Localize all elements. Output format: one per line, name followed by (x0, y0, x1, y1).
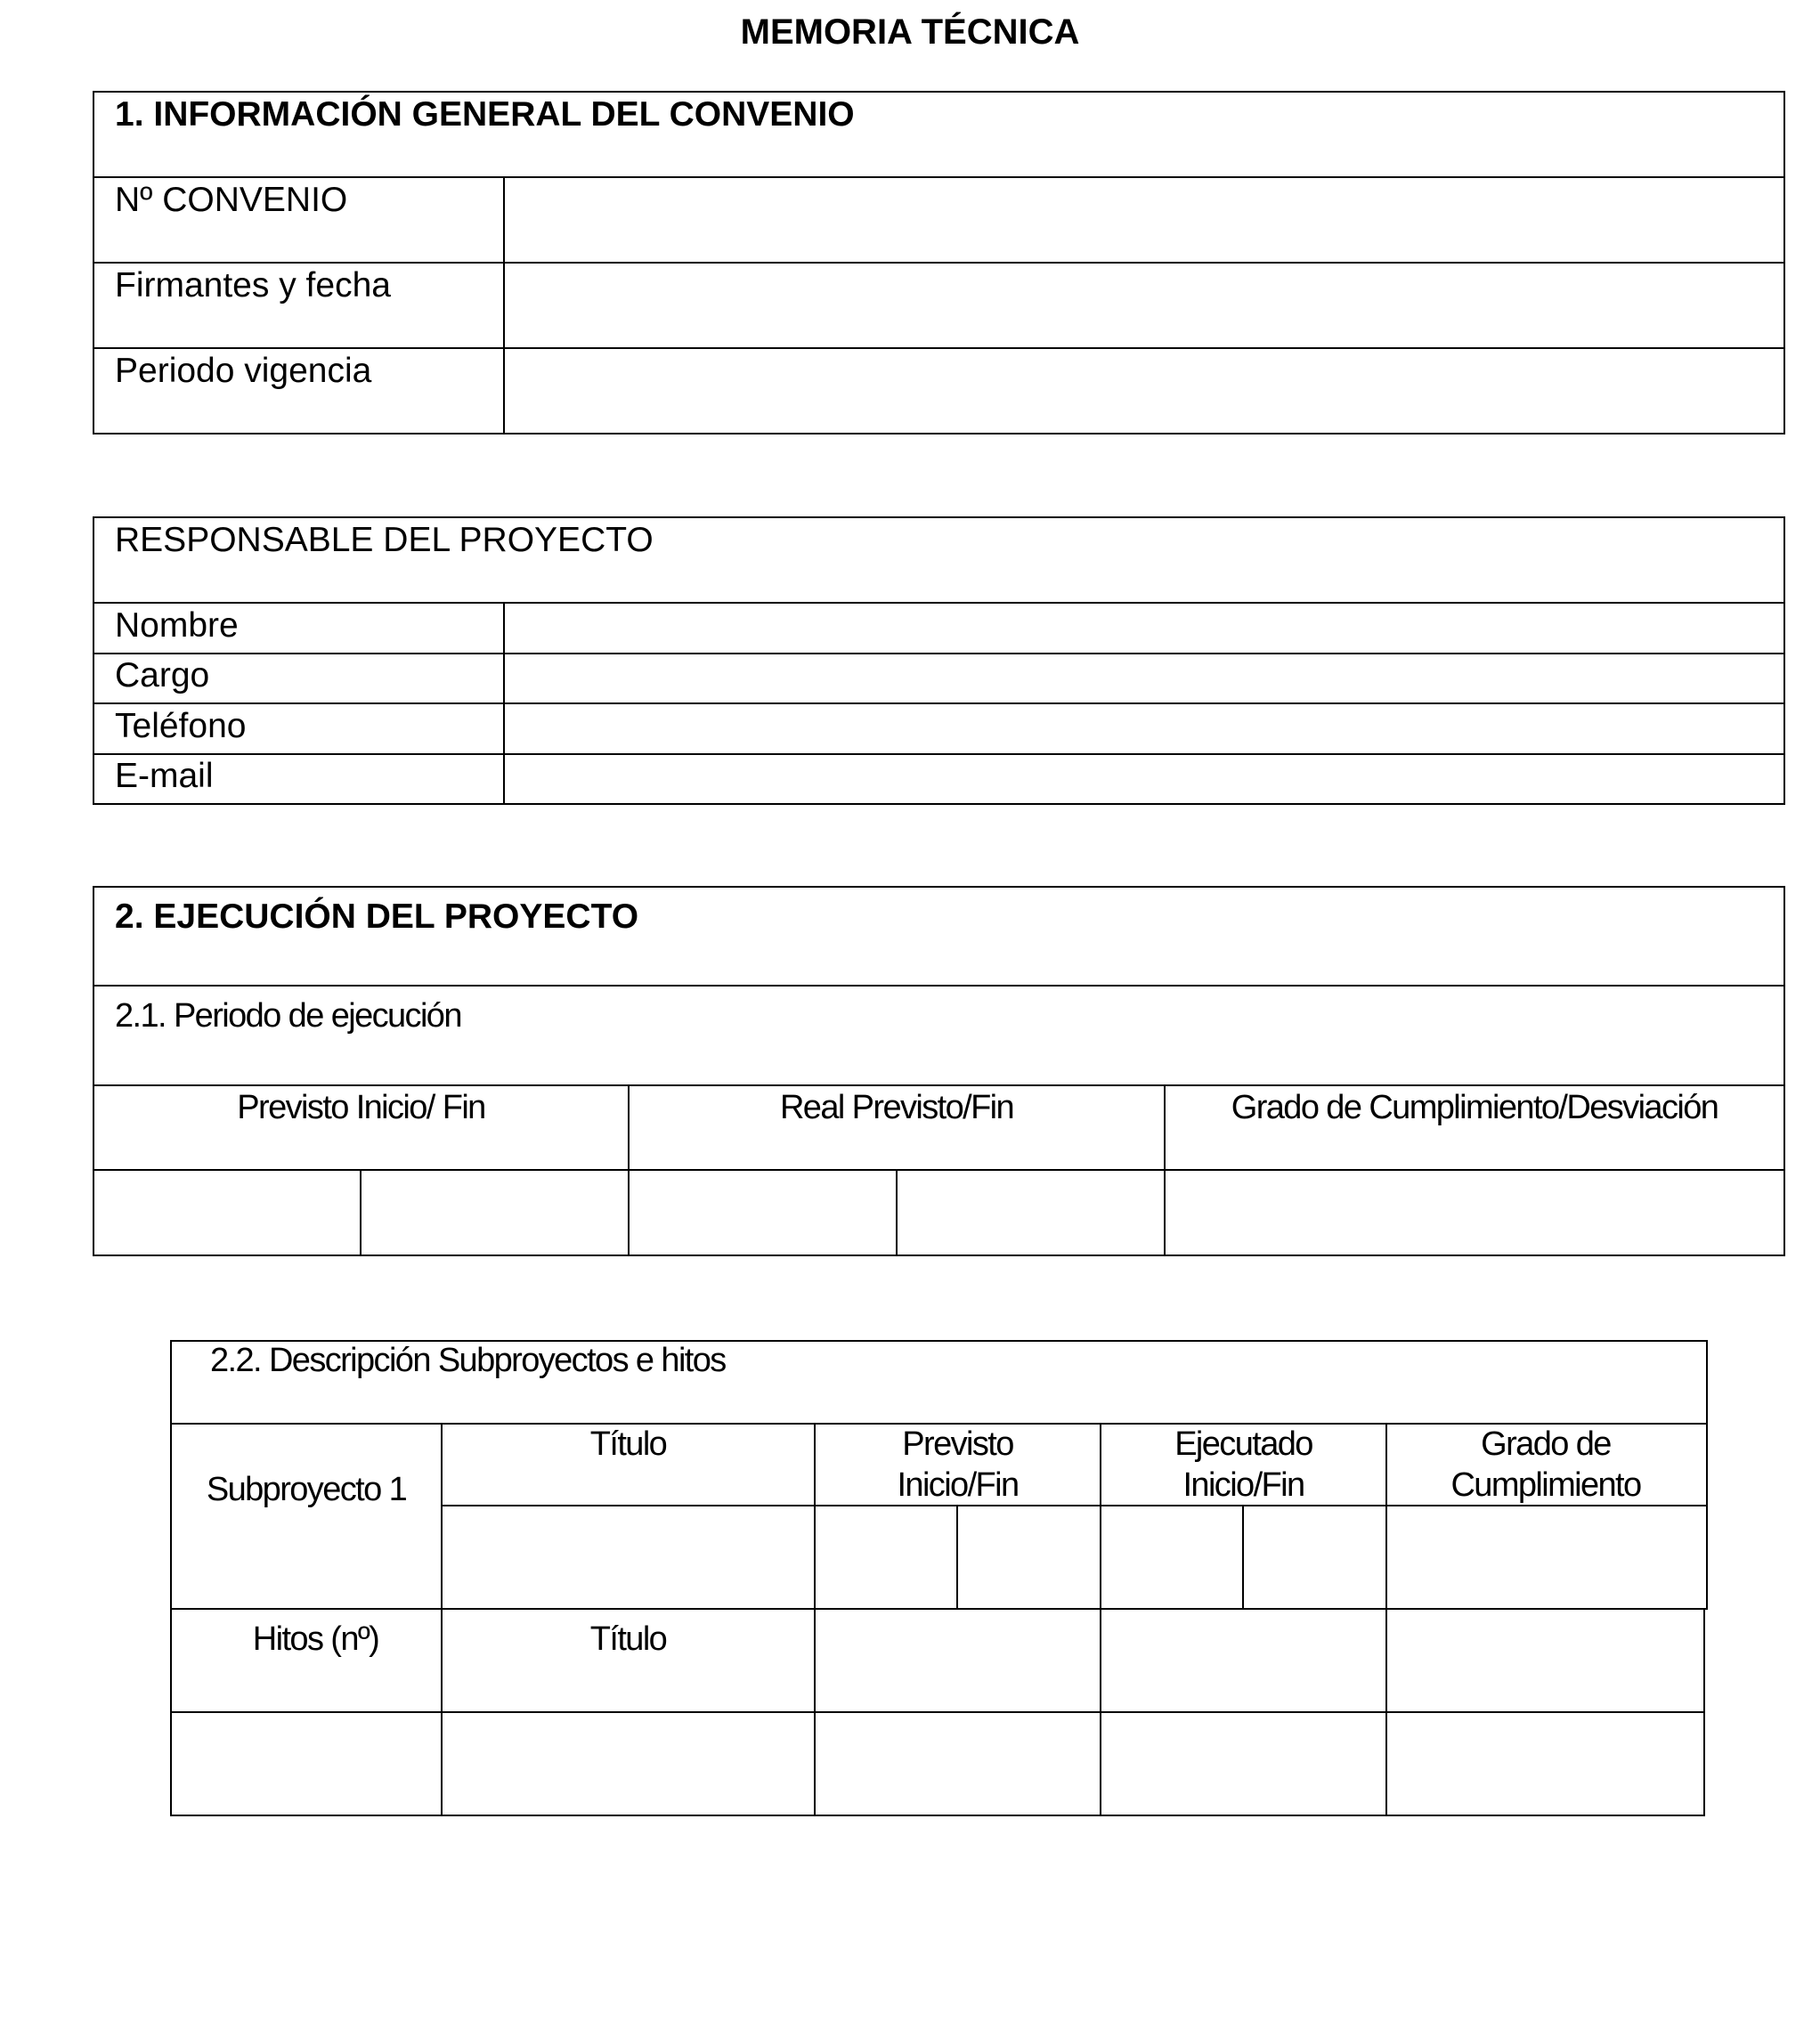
previsto-fin-field[interactable] (362, 1172, 628, 1254)
telefono-label: Teléfono (115, 707, 247, 745)
subproyecto-ejecutado-fin-field[interactable] (1245, 1507, 1385, 1607)
grado-cumplimiento-field[interactable] (1166, 1172, 1783, 1254)
subproyecto-label: Subproyecto 1 (206, 1471, 407, 1508)
email-label: E-mail (115, 757, 214, 795)
hitos-ejecutado-cell[interactable] (1102, 1611, 1385, 1710)
email-field[interactable] (506, 756, 1783, 802)
hitos-grado-cell[interactable] (1388, 1611, 1702, 1710)
section1-heading: 1. INFORMACIÓN GENERAL DEL CONVENIO (115, 95, 855, 134)
firmantes-label: Firmantes y fecha (115, 266, 391, 304)
section2-heading: 2. EJECUCIÓN DEL PROYECTO (115, 897, 639, 936)
hitos-previsto-cell[interactable] (817, 1611, 1100, 1710)
ejecutado-header-line1: Ejecutado (1174, 1425, 1312, 1463)
hito-grado-field[interactable] (1388, 1714, 1702, 1814)
previsto-header-line1: Previsto (902, 1425, 1013, 1463)
real-previsto-fin-header: Real Previsto/Fin (779, 1089, 1014, 1126)
periodo-vigencia-field[interactable] (506, 350, 1783, 432)
grado-cumplimiento-header: Grado de Cumplimiento/Desviación (1231, 1089, 1718, 1126)
subproyecto-previsto-inicio-field[interactable] (817, 1507, 956, 1607)
nombre-field[interactable] (506, 605, 1783, 652)
responsable-heading: RESPONSABLE DEL PROYECTO (115, 521, 654, 559)
nombre-label: Nombre (115, 606, 239, 645)
cargo-field[interactable] (506, 655, 1783, 702)
subproyecto-previsto-fin-field[interactable] (959, 1507, 1100, 1607)
convenio-number-label: Nº CONVENIO (115, 181, 348, 219)
telefono-field[interactable] (506, 705, 1783, 752)
subproyectos-heading: 2.2. Descripción Subproyectos e hitos (210, 1342, 726, 1379)
titulo-header: Título (589, 1425, 667, 1463)
ejecutado-header-line2: Inicio/Fin (1182, 1466, 1304, 1504)
grado-header-line2: Cumplimiento (1450, 1466, 1641, 1504)
real-fin-field[interactable] (898, 1172, 1164, 1254)
subproyecto-ejecutado-inicio-field[interactable] (1102, 1507, 1242, 1607)
page-title: MEMORIA TÉCNICA (740, 12, 1080, 52)
hitos-titulo-header: Título (589, 1620, 667, 1658)
subproyecto-grado-field[interactable] (1388, 1507, 1705, 1607)
previsto-inicio-field[interactable] (95, 1172, 360, 1254)
periodo-ejecucion-heading: 2.1. Periodo de ejecución (115, 997, 461, 1035)
previsto-inicio-fin-header: Previsto Inicio/ Fin (237, 1089, 485, 1126)
convenio-number-field[interactable] (506, 179, 1783, 261)
firmantes-field[interactable] (506, 264, 1783, 346)
hito-number-field[interactable] (173, 1714, 441, 1814)
hito-previsto-field[interactable] (817, 1714, 1100, 1814)
real-inicio-field[interactable] (630, 1172, 896, 1254)
cargo-label: Cargo (115, 656, 210, 694)
previsto-header-line2: Inicio/Fin (897, 1466, 1019, 1504)
periodo-vigencia-label: Periodo vigencia (115, 352, 372, 390)
grado-header-line1: Grado de (1481, 1425, 1611, 1463)
hitos-label: Hitos (nº) (252, 1620, 379, 1658)
hito-titulo-field[interactable] (443, 1714, 814, 1814)
hito-ejecutado-field[interactable] (1102, 1714, 1385, 1814)
subproyecto-titulo-field[interactable] (443, 1507, 814, 1607)
